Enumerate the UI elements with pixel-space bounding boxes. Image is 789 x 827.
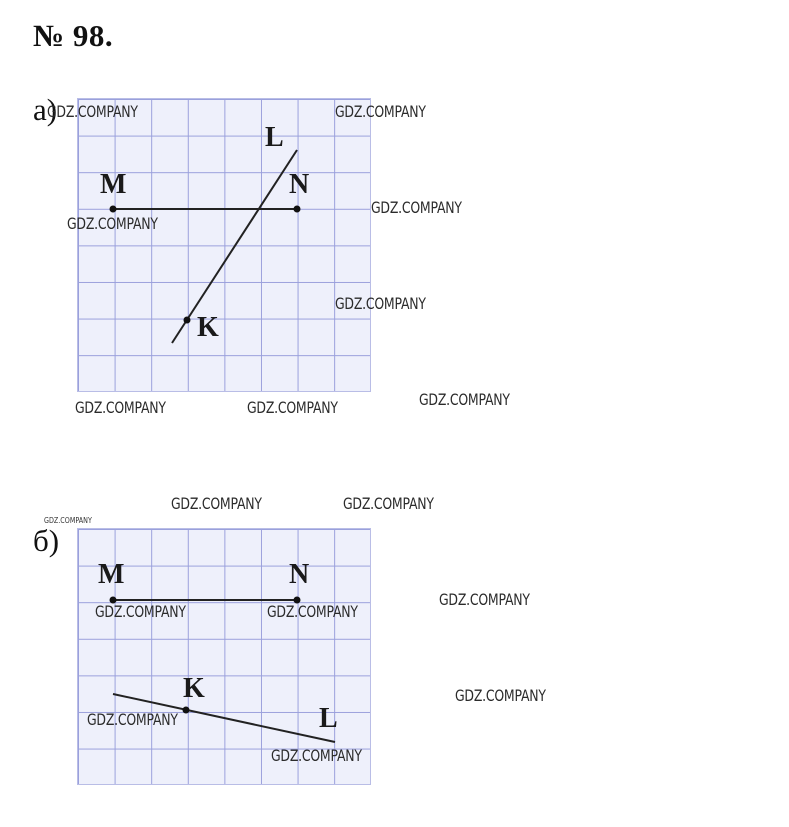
label-n-b: N xyxy=(289,559,310,590)
watermark: GDZ.COMPANY xyxy=(343,494,434,513)
watermark: GDZ.COMPANY xyxy=(67,214,158,233)
watermark: GDZ.COMPANY xyxy=(95,602,186,621)
watermark: GDZ.COMPANY xyxy=(75,398,166,417)
watermark: GDZ.COMPANY xyxy=(87,710,178,729)
label-l-b: L xyxy=(319,703,338,734)
watermark: GDZ.COMPANY xyxy=(371,198,462,217)
label-k-a: K xyxy=(197,312,219,343)
watermark: GDZ.COMPANY xyxy=(267,602,358,621)
watermark: GDZ.COMPANY xyxy=(171,494,262,513)
watermark: GDZ.COMPANY xyxy=(419,390,510,409)
watermark: GDZ.COMPANY xyxy=(247,398,338,417)
label-m-a: M xyxy=(100,169,127,200)
task-number-title: № 98. xyxy=(33,18,114,53)
watermark: GDZ.COMPANY xyxy=(455,686,546,705)
label-k-b: K xyxy=(183,673,205,704)
label-m-b: M xyxy=(98,559,125,590)
watermark: GDZ.COMPANY xyxy=(335,294,426,313)
watermark: GDZ.COMPANY xyxy=(439,590,530,609)
label-n-a: N xyxy=(289,169,310,200)
part-b-label: б) xyxy=(33,523,60,558)
watermark: GDZ.COMPANY xyxy=(44,516,92,525)
label-l-a: L xyxy=(265,122,284,153)
part-a-label: а) xyxy=(33,92,58,127)
watermark: GDZ.COMPANY xyxy=(335,102,426,121)
watermark: GDZ.COMPANY xyxy=(271,746,362,765)
point-k-b xyxy=(183,707,190,714)
watermark: GDZ.COMPANY xyxy=(47,102,138,121)
